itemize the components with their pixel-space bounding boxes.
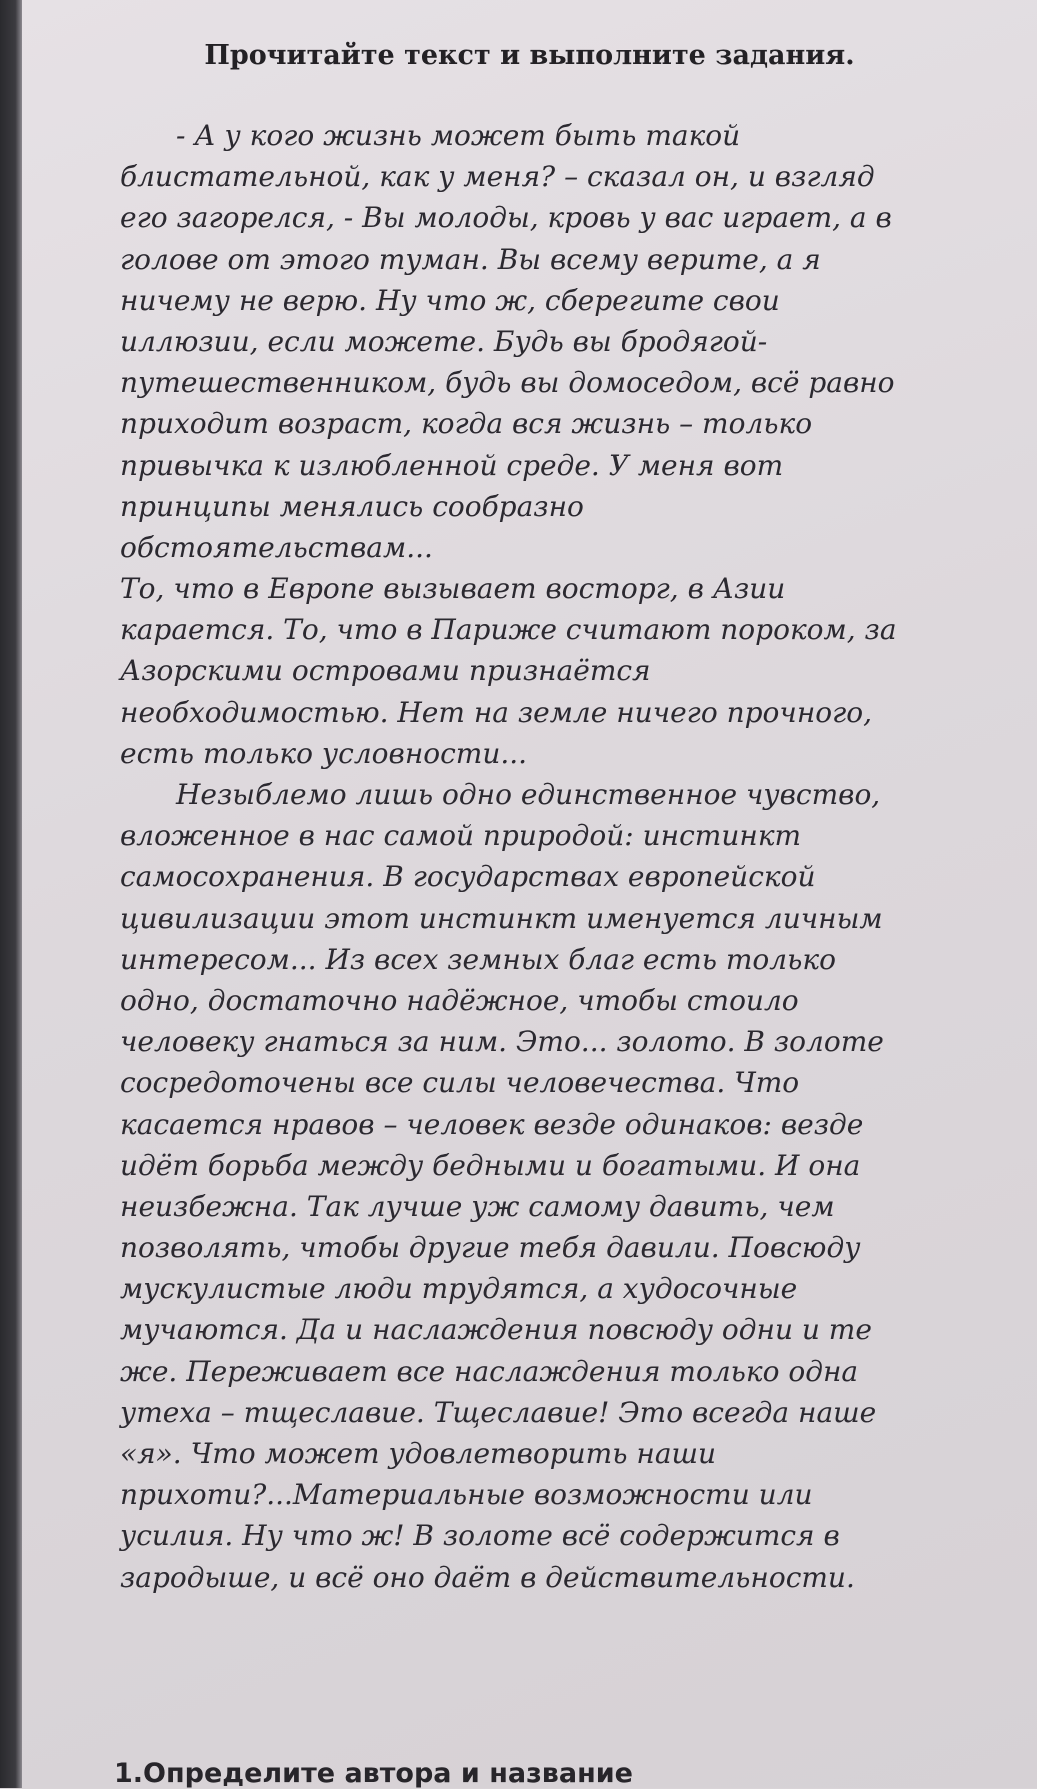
passage-line: блистательной, как у меня? – сказал он, и взгляд: [120, 160, 875, 194]
passage-line: человеку гнаться за ним. Это... золото. В золоте: [120, 1025, 884, 1059]
passage-line: касается нравов – человек везде одинаков: везде: [120, 1107, 864, 1141]
passage-line: принципы менялись сообразно: [120, 489, 584, 523]
document-page: [22, 0, 1037, 1788]
passage-line: путешественником, будь вы домоседом, всё равно: [120, 366, 895, 400]
passage-line: неизбежна. Так лучше уж самому давить, чем: [120, 1189, 835, 1223]
passage-line: привычка к излюбленной среде. У меня вот: [120, 448, 784, 482]
passage-line: Незыблемо лишь одно единственное чувство,: [176, 778, 881, 811]
passage-line: его загорелся, - Вы молоды, кровь у вас играет, а в: [120, 201, 892, 235]
passage-line: же. Переживает все наслаждения только одна: [120, 1354, 859, 1388]
passage-line: необходимостью. Нет на земле ничего прочного,: [120, 695, 873, 729]
passage-line: То, что в Европе вызывает восторг, в Азии: [120, 572, 786, 606]
passage-line: интересом... Из всех земных благ есть только: [120, 942, 836, 976]
passage-line: позволять, чтобы другие тебя давили. Повсюду: [120, 1231, 861, 1265]
passage-line: цивилизации этот инстинкт именуется личным: [120, 901, 883, 935]
passage-line: мускулистые люди трудятся, а худосочные: [120, 1272, 798, 1306]
passage-line: голове от этого туман. Вы всему верите, а я: [120, 242, 821, 276]
passage-line: утеха – тщеславие. Тщеславие! Это всегда наше: [120, 1395, 877, 1429]
passage-line: «я». Что может удовлетворить наши: [120, 1437, 717, 1470]
passage-line: одно, достаточно надёжное, чтобы стоило: [120, 983, 799, 1017]
passage-line: приходит возраст, когда вся жизнь – только: [120, 407, 813, 441]
background-edge: [0, 0, 22, 1788]
passage-line: - А у кого жизнь может быть такой: [176, 119, 741, 152]
question-heading: 1.Определите автора и название: [114, 1758, 633, 1789]
passage-line: есть только условности...: [120, 736, 528, 770]
passage-line: обстоятельствам...: [120, 530, 433, 564]
passage-line: мучаются. Да и наслаждения повсюду одни и те: [120, 1313, 872, 1347]
passage-line: прихоти?...Материальные возможности или: [120, 1478, 813, 1512]
passage-line: карается. То, что в Париже считают пороком, за: [120, 613, 897, 647]
passage-text: [120, 115, 1000, 1598]
passage-line: усилия. Ну что ж! В золоте всё содержится в: [120, 1519, 840, 1553]
passage-line: самосохранения. В государствах европейской: [120, 860, 816, 894]
passage-line: идёт борьба между бедными и богатыми. И она: [120, 1148, 861, 1182]
passage-line: зародыше, и всё оно даёт в действительности.: [120, 1560, 855, 1594]
passage-line: вложенное в нас самой природой: инстинкт: [120, 819, 802, 853]
passage-line: ничему не верю. Ну что ж, сберегите свои: [120, 283, 780, 317]
passage-line: Азорскими островами признаётся: [120, 654, 651, 688]
passage-line: иллюзии, если можете. Будь вы бродягой-: [120, 324, 768, 358]
document-title: Прочитайте текст и выполните задания.: [204, 40, 855, 71]
passage-line: сосредоточены все силы человечества. Что: [120, 1066, 800, 1100]
